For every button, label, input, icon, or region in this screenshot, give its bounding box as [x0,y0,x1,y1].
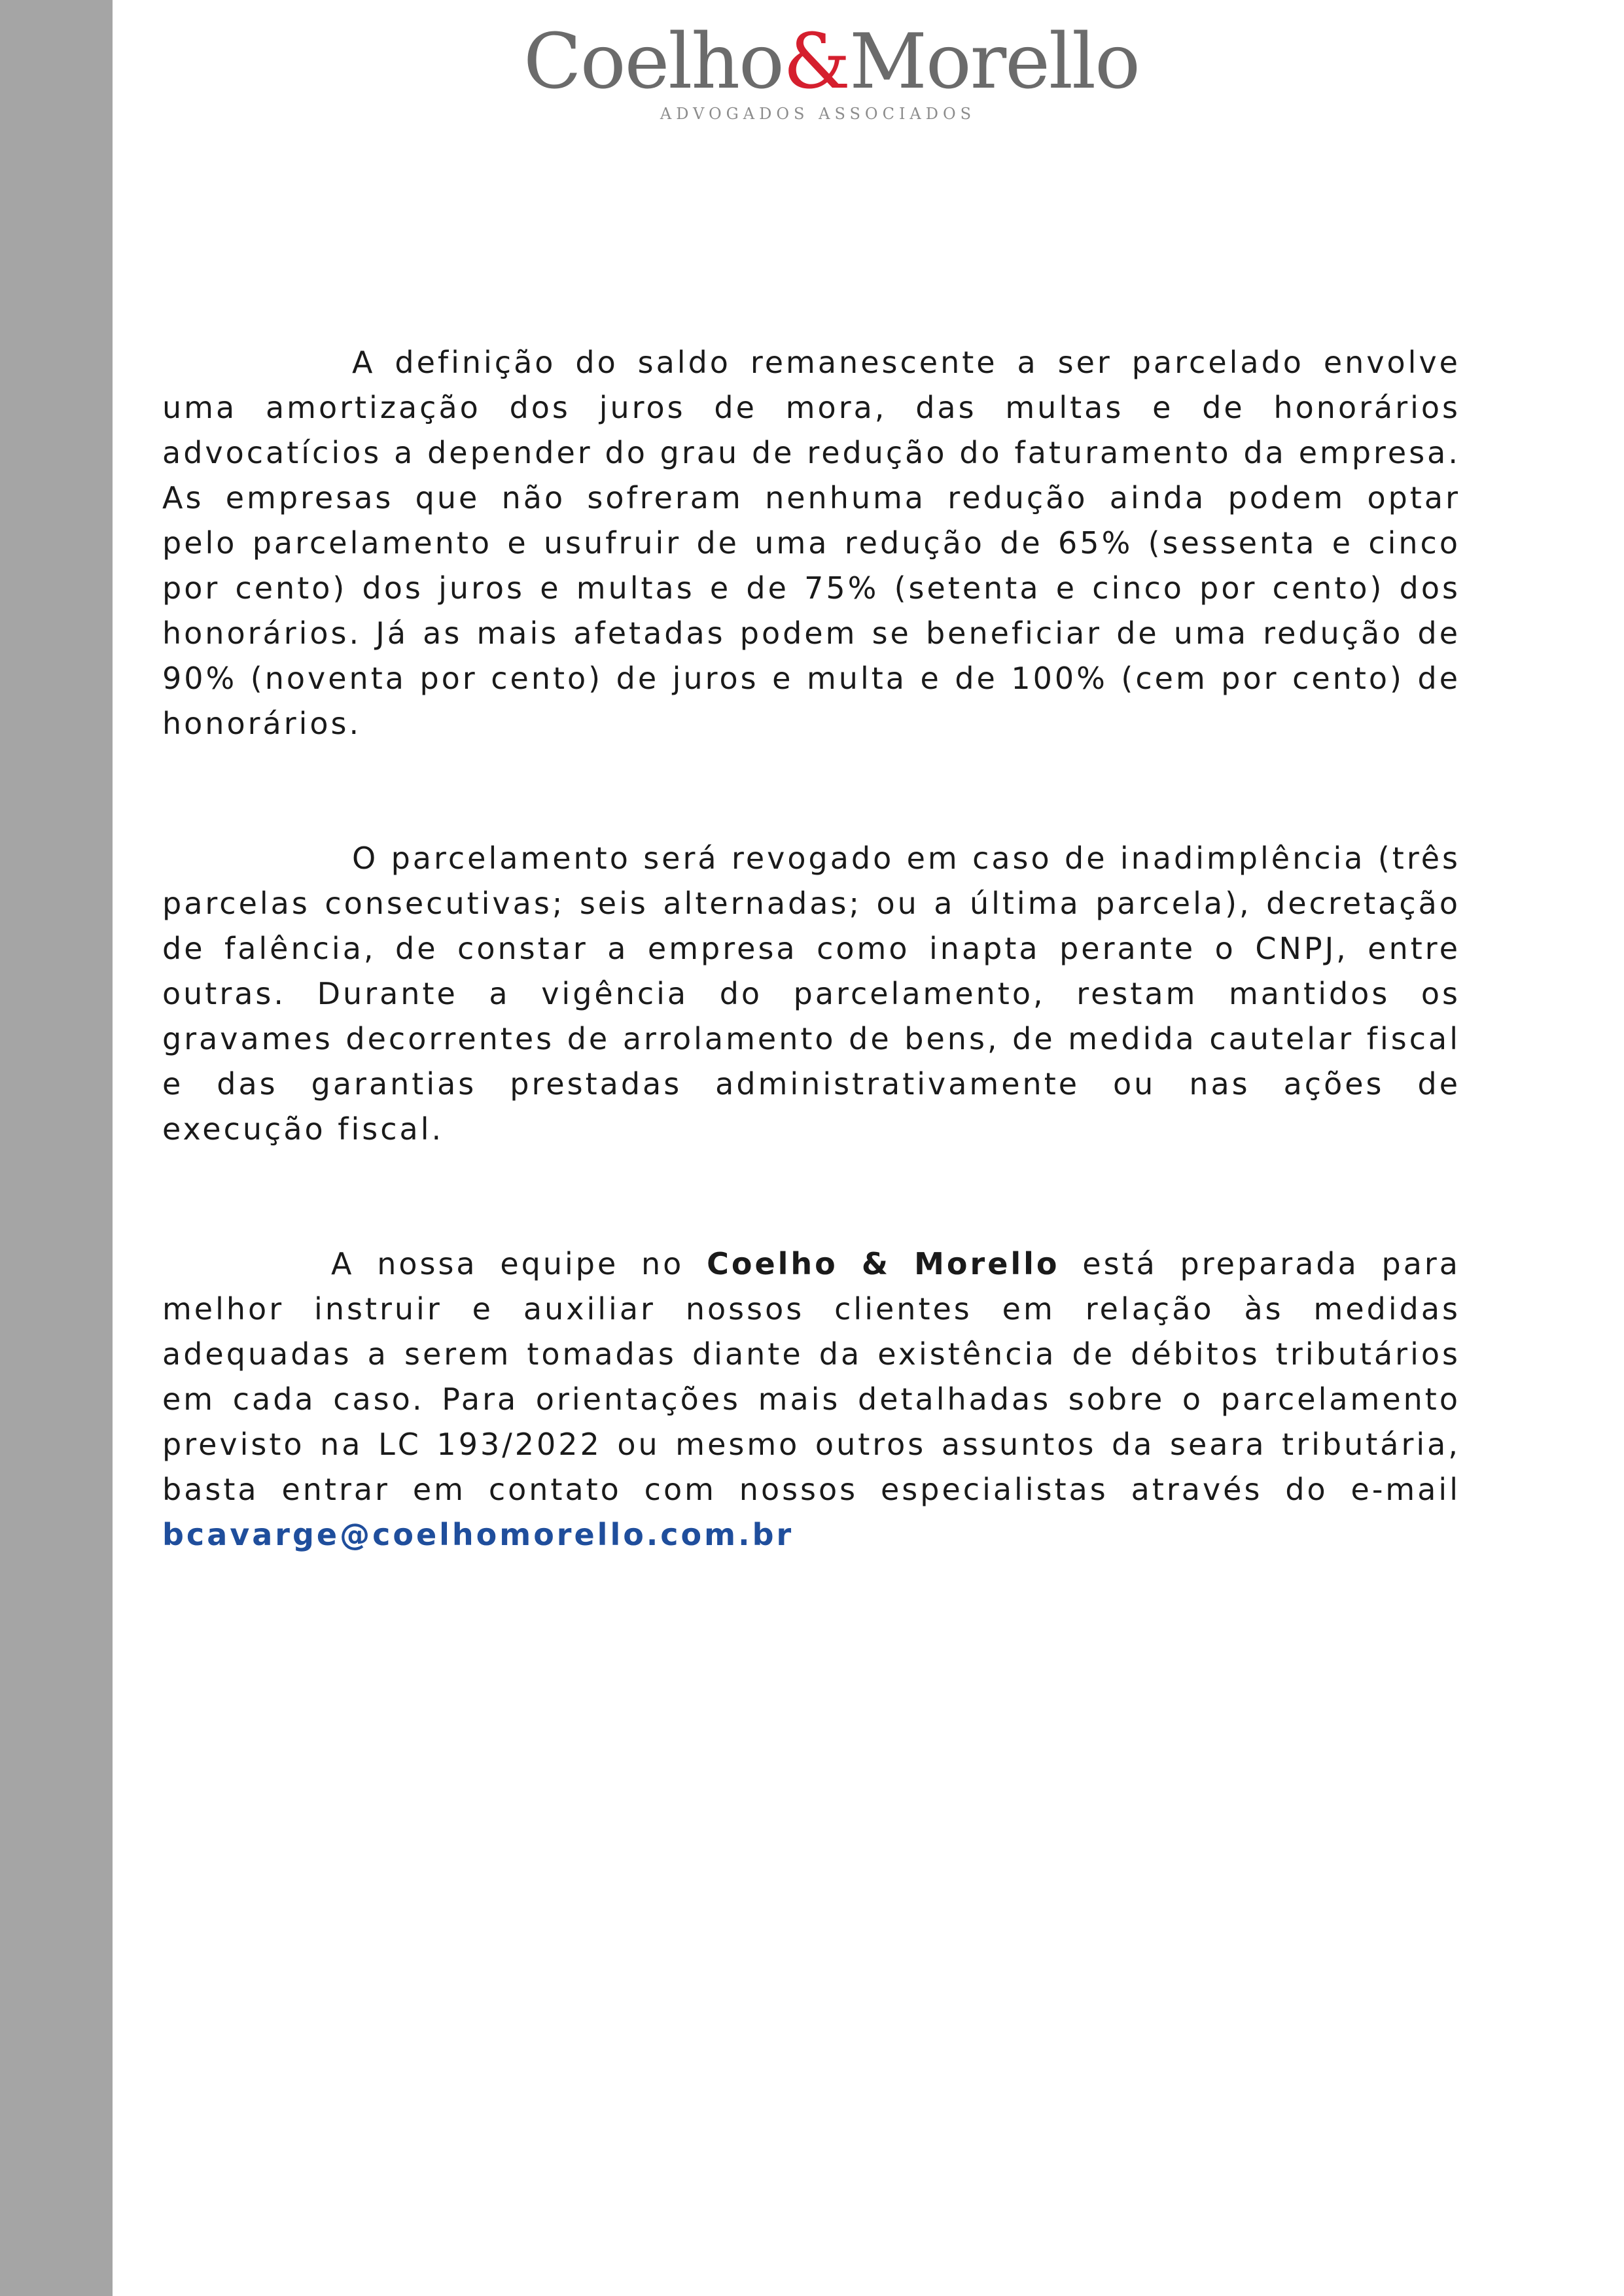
left-margin-bar [0,0,113,2296]
paragraph-1: A definição do saldo remanescente a ser parcelado envolve uma amortização dos juros de mora, das multas e de honorários advocatícios a depender do grau de redução do faturamento da empresa. As empresas que não sofreram nenhuma redução ainda podem optar pelo parcelamento e usufruir de uma redução de 65% (sessenta e cinco por cento) dos juros e multas e de 75% (setenta e cinco por cento) dos honorários. Já as mais afetadas podem se beneficiar de uma redução de 90% (noventa por cento) de juros e multa e de 100% (cem por cento) de honorários. [162,345,1460,741]
paragraph-3-text: está preparada para melhor instruir e auxiliar nossos clientes em relação às medidas adequadas a serem tomadas diante da existência de débitos tributários em cada caso. Para orientações mais detalhadas sobre o parcelamento previsto na LC 193/2022 ou mesmo outros assuntos da seara tributária, basta entrar em contato com nossos especialistas através do e-mail [162,1246,1460,1507]
logo-wordmark [523,18,1139,106]
contact-email-link[interactable]: bcavarge@coelhomorello.com.br [162,1517,794,1552]
logo-part-2: Morello [849,18,1139,106]
paragraph-2: O parcelamento será revogado em caso de inadimplência (três parcelas consecutivas; seis alternadas; ou a última parcela), decretação de falência, de constar a empresa como inapta perante o CNPJ, entre outras. Durante a vigência do parcelamento, restam mantidos os gravames decorrentes de arrolamento de bens, de medida cautelar fiscal e das garantias prestadas administrativamente ou nas ações de execução fiscal. [162,841,1460,1147]
paragraph-3 [162,1242,1460,1557]
paragraph-3-intro: A nossa equipe no [331,1246,707,1281]
document-body [162,340,1460,1647]
logo-ampersand: & [783,18,850,106]
logo-part-1: Coelho [523,18,783,106]
logo-subtitle: ADVOGADOS ASSOCIADOS [660,105,976,123]
firm-name: Coelho & Morello [707,1246,1060,1281]
firm-logo [523,18,1139,123]
